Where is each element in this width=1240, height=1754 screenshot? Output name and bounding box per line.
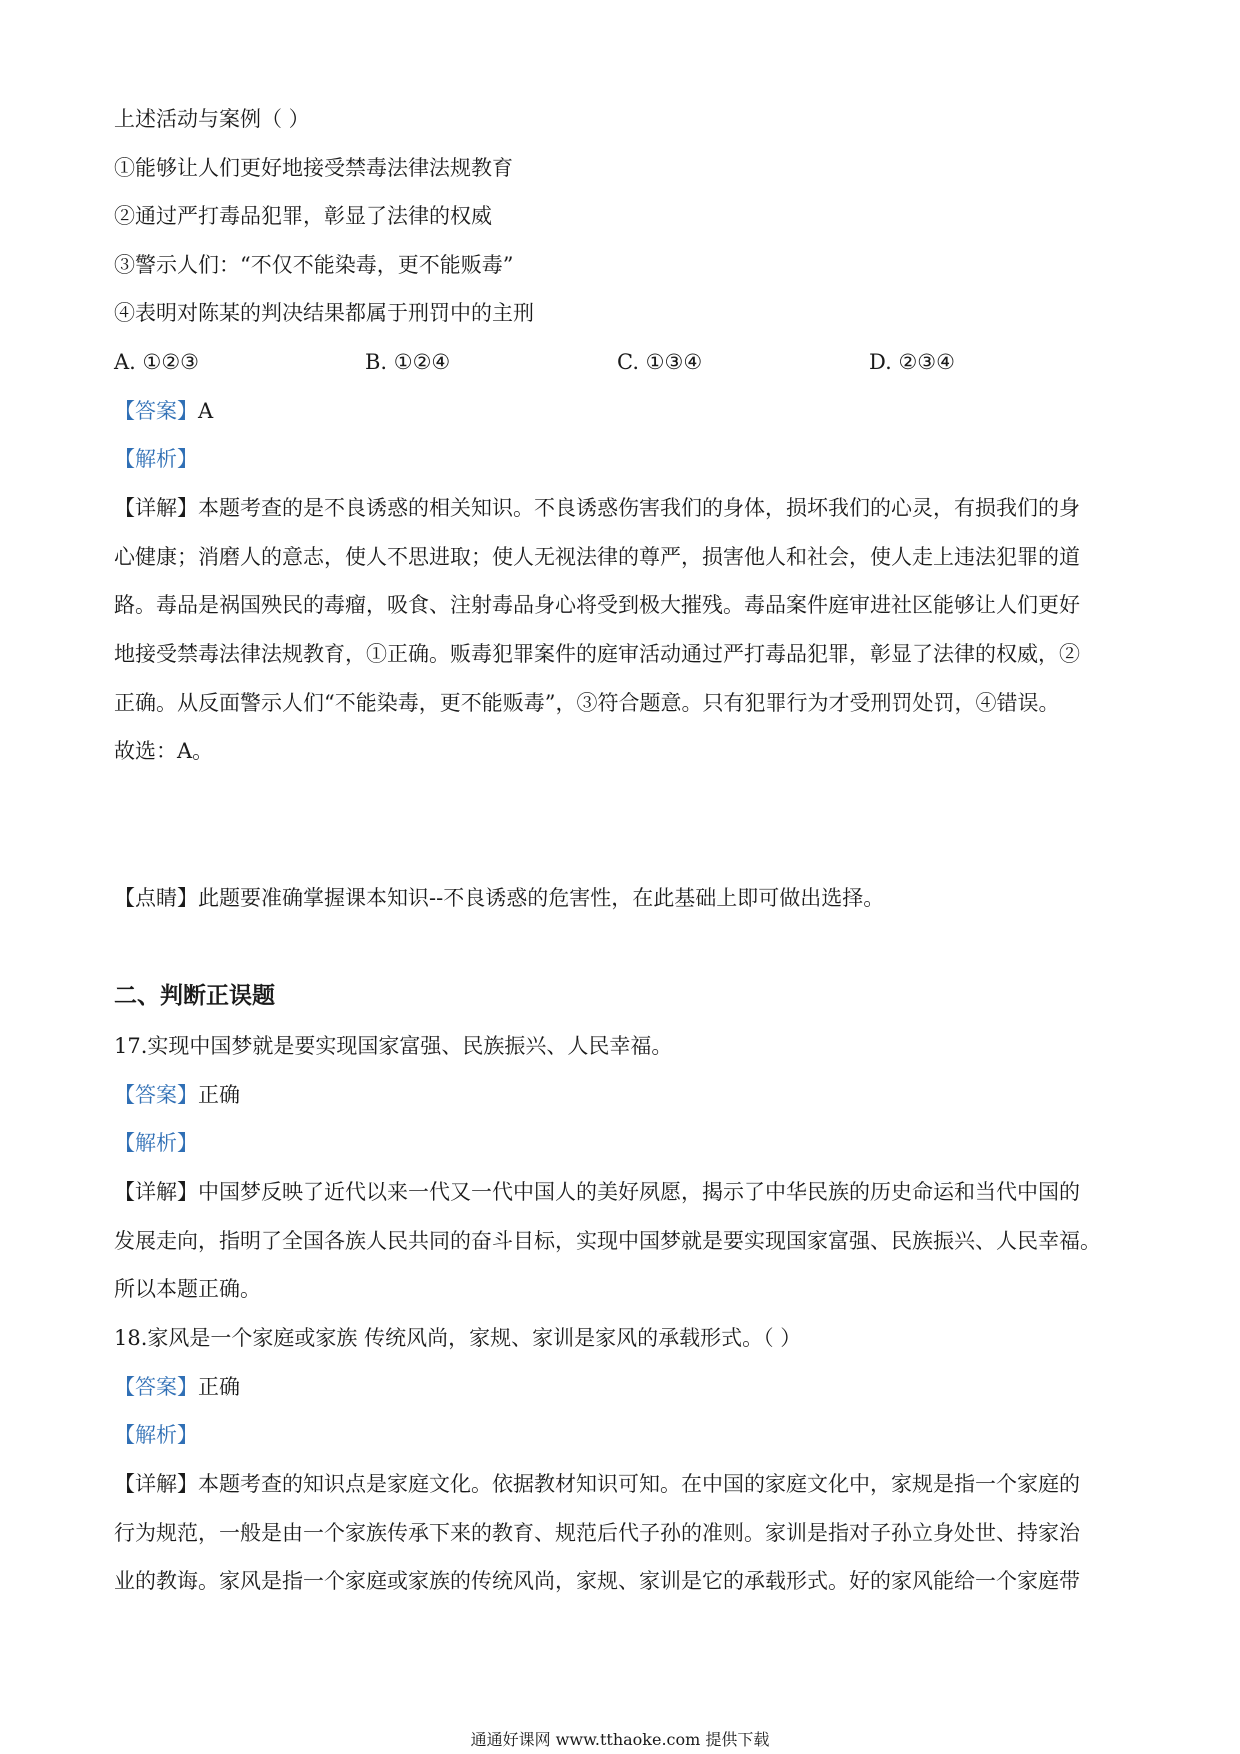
q16-statement-4: ④表明对陈某的判决结果都属于刑罚中的主刑 bbox=[114, 301, 534, 325]
detail-tag: 【详解】 bbox=[114, 1180, 198, 1204]
q17-stem: 17.实现中国梦就是要实现国家富强、民族振兴、人民幸福。 bbox=[114, 1034, 673, 1058]
detail-tag: 【详解】 bbox=[114, 1472, 198, 1496]
q16-detail-line-3: 路。毒品是祸国殃民的毒瘤，吸食、注射毒品身心将受到极大摧残。毒品案件庭审进社区能够让人们更好 bbox=[114, 593, 1080, 617]
q16-statement-1: ①能够让人们更好地接受禁毒法律法规教育 bbox=[114, 156, 513, 180]
answer-tag: 【答案】 bbox=[114, 1083, 198, 1107]
option-b: B. ①②④ bbox=[365, 350, 451, 374]
q16-detail-line-2: 心健康；消磨人的意志，使人不思进取；使人无视法律的尊严，损害他人和社会，使人走上违法犯罪的道 bbox=[114, 545, 1080, 569]
q16-detail-line-1 bbox=[114, 493, 1134, 523]
answer-value: 正确 bbox=[198, 1375, 240, 1399]
q17-answer bbox=[114, 1080, 1134, 1110]
q18-detail-line-1 bbox=[114, 1469, 1134, 1499]
analysis-tag: 【解析】 bbox=[114, 1423, 198, 1447]
q16-statement-2: ②通过严打毒品犯罪，彰显了法律的权威 bbox=[114, 204, 492, 228]
analysis-tag: 【解析】 bbox=[114, 447, 198, 471]
answer-tag: 【答案】 bbox=[114, 399, 198, 423]
q16-answer bbox=[114, 396, 1134, 426]
q16-detail-line-5: 正确。从反面警示人们“不能染毒，更不能贩毒”，③符合题意。只有犯罪行为才受刑罚处罚，④错误。 bbox=[114, 691, 1060, 715]
option-c: C. ①③④ bbox=[617, 350, 703, 374]
q18-answer bbox=[114, 1372, 1134, 1402]
option-a: A. ①②③ bbox=[114, 350, 199, 374]
q17-detail-line-1 bbox=[114, 1177, 1134, 1207]
answer-tag: 【答案】 bbox=[114, 1375, 198, 1399]
q17-analysis bbox=[114, 1128, 1134, 1158]
q18-analysis bbox=[114, 1420, 1134, 1450]
page-footer: 通通好课网 www.tthaoke.com 提供下载 bbox=[470, 1730, 770, 1749]
q16-analysis bbox=[114, 444, 1134, 474]
detail-tag: 【详解】 bbox=[114, 496, 198, 520]
answer-value: A bbox=[198, 399, 214, 423]
q18-detail-line-3: 业的教诲。家风是指一个家庭或家族的传统风尚，家规、家训是它的承载形式。好的家风能给一个家庭带 bbox=[114, 1569, 1080, 1593]
comment-text: 此题要准确掌握课本知识--不良诱惑的危害性，在此基础上即可做出选择。 bbox=[198, 886, 885, 910]
q16-detail-line-4: 地接受禁毒法律法规教育，①正确。贩毒犯罪案件的庭审活动通过严打毒品犯罪，彰显了法律的权威，② bbox=[114, 642, 1080, 666]
detail-text: 本题考查的是不良诱惑的相关知识。不良诱惑伤害我们的身体，损坏我们的心灵，有损我们的身 bbox=[198, 496, 1080, 520]
q16-stem-tail: 上述活动与案例（ ） bbox=[114, 107, 310, 131]
q16-detail-line-6: 故选：A。 bbox=[114, 739, 214, 763]
detail-text: 本题考查的知识点是家庭文化。依据教材知识可知。在中国的家庭文化中，家规是指一个家庭的 bbox=[198, 1472, 1080, 1496]
q16-comment bbox=[114, 883, 1134, 913]
comment-tag: 【点睛】 bbox=[114, 886, 198, 910]
q18-detail-line-2: 行为规范，一般是由一个家族传承下来的教育、规范后代子孙的准则。家训是指对子孙立身处世、持家治 bbox=[114, 1521, 1080, 1545]
q17-detail-line-2: 发展走向，指明了全国各族人民共同的奋斗目标，实现中国梦就是要实现国家富强、民族振兴、人民幸福。 bbox=[114, 1229, 1101, 1253]
q16-statement-3: ③警示人们：“不仅不能染毒，更不能贩毒” bbox=[114, 253, 514, 277]
analysis-tag: 【解析】 bbox=[114, 1131, 198, 1155]
q18-stem: 18.家风是一个家庭或家族 传统风尚，家规、家训是家风的承载形式。（ ） bbox=[114, 1326, 802, 1350]
answer-value: 正确 bbox=[198, 1083, 240, 1107]
option-d: D. ②③④ bbox=[869, 350, 955, 374]
detail-text: 中国梦反映了近代以来一代又一代中国人的美好夙愿，揭示了中华民族的历史命运和当代中国的 bbox=[198, 1180, 1080, 1204]
q17-detail-line-3: 所以本题正确。 bbox=[114, 1277, 261, 1301]
section-heading: 二、判断正误题 bbox=[114, 982, 275, 1009]
